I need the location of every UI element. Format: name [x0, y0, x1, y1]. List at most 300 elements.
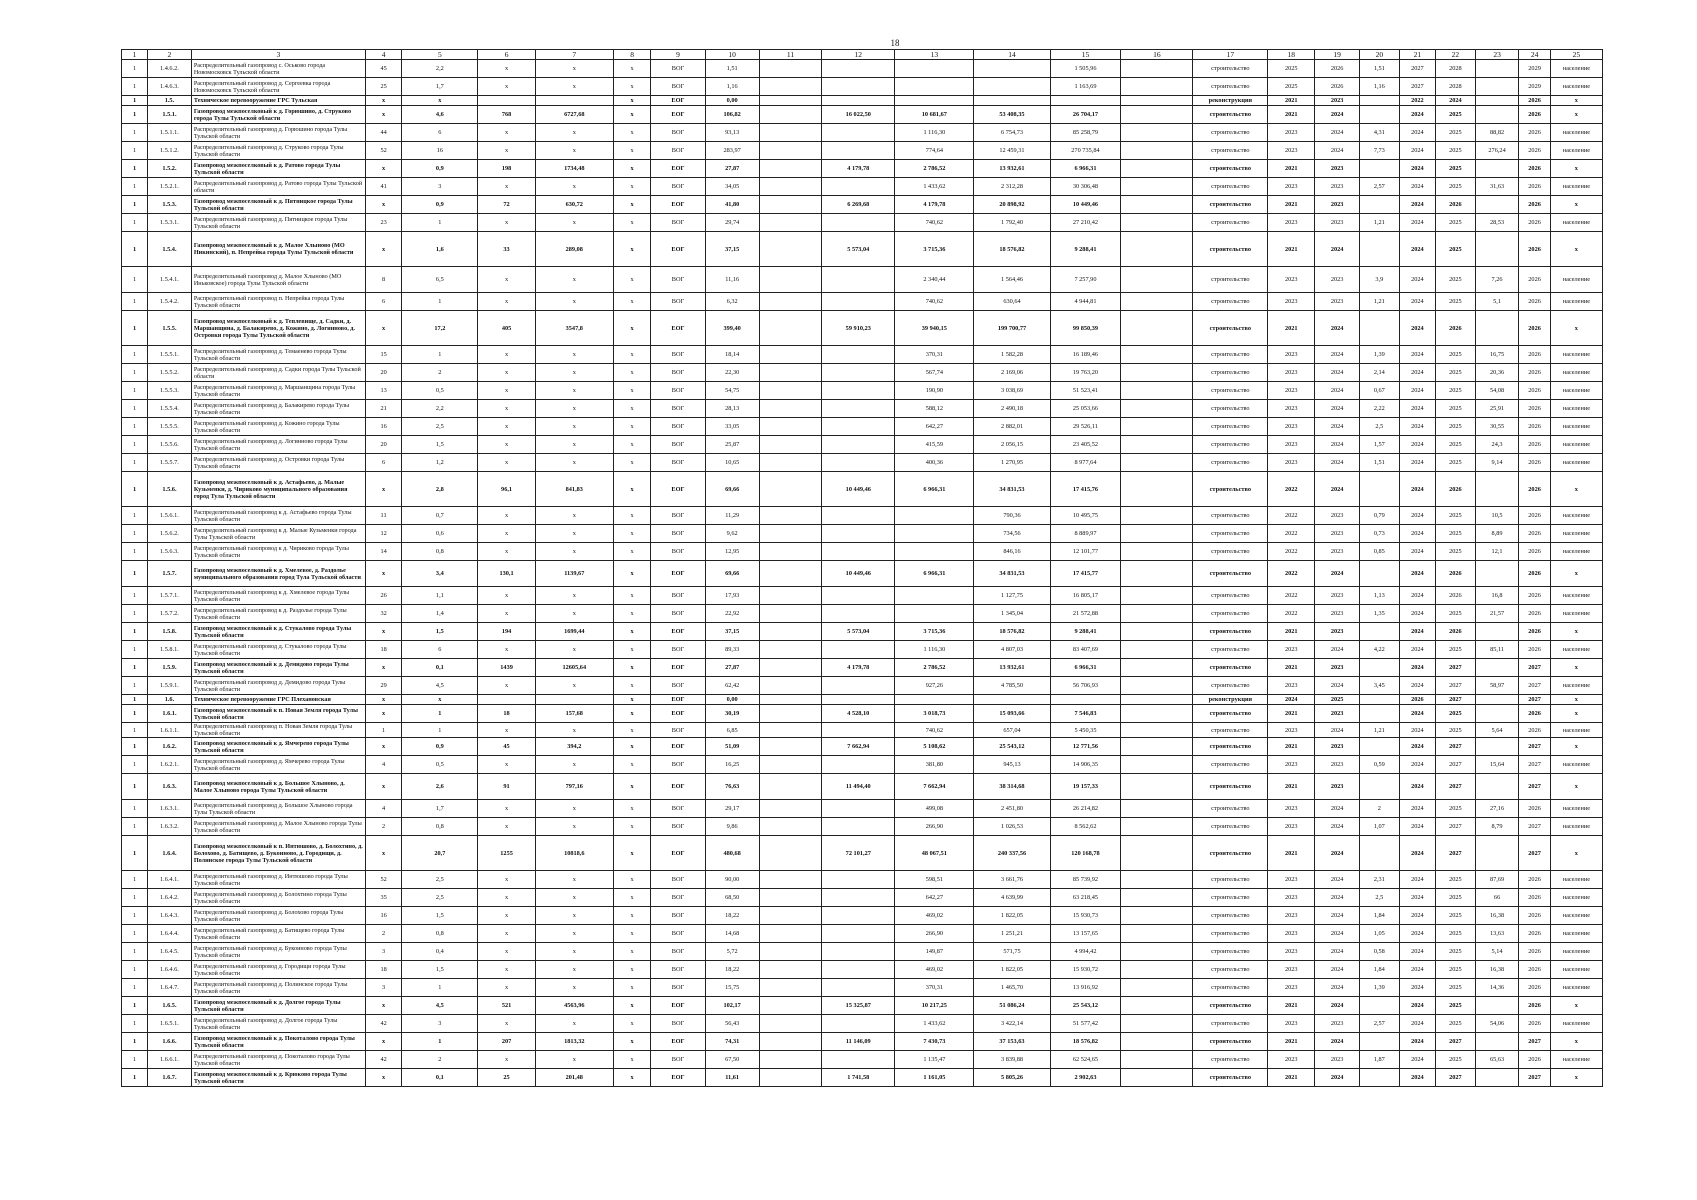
table-cell: 1 — [122, 60, 148, 78]
table-cell: 7 546,83 — [1050, 705, 1121, 723]
table-cell: х — [535, 605, 613, 623]
table-cell: 2023 — [1268, 364, 1315, 382]
table-cell — [822, 436, 895, 454]
table-cell: 480,68 — [705, 836, 759, 871]
table-cell: 12 101,77 — [1050, 543, 1121, 561]
column-header-15: 15 — [1050, 50, 1121, 60]
table-cell: 0,73 — [1360, 525, 1400, 543]
table-cell: 1,4 — [402, 605, 478, 623]
table-cell: 2025 — [1436, 871, 1476, 889]
table-cell: х — [613, 436, 651, 454]
table-row — [122, 889, 1603, 907]
table-cell — [1360, 196, 1400, 214]
object-name-cell: Газопровод межпоселковый к д. Покоталово города Тулы Тульской области — [191, 1033, 365, 1051]
table-cell: 1699,44 — [535, 623, 613, 641]
table-cell — [1121, 907, 1193, 925]
table-cell: 1 — [122, 889, 148, 907]
table-cell: 29,74 — [705, 214, 759, 232]
table-cell: 194 — [478, 623, 535, 641]
table-cell — [1360, 774, 1400, 800]
table-cell: 2026 — [1519, 454, 1550, 472]
table-cell: х — [478, 605, 535, 623]
table-cell: х — [535, 587, 613, 605]
table-cell: население — [1550, 382, 1602, 400]
table-cell: х — [613, 907, 651, 925]
table-cell — [759, 587, 822, 605]
table-cell: 2023 — [1315, 160, 1360, 178]
table-cell: 2024 — [1315, 454, 1360, 472]
table-cell: 1,2 — [402, 454, 478, 472]
table-row — [122, 659, 1603, 677]
table-cell: 2025 — [1436, 605, 1476, 623]
table-cell: 2022 — [1399, 96, 1435, 106]
table-cell: 17,2 — [402, 311, 478, 346]
table-cell: 2023 — [1268, 178, 1315, 196]
table-cell: 2024 — [1315, 641, 1360, 659]
table-row — [122, 1015, 1603, 1033]
table-row — [122, 436, 1603, 454]
table-cell: 38 314,68 — [974, 774, 1050, 800]
table-cell: 2023 — [1268, 142, 1315, 160]
table-cell — [1121, 507, 1193, 525]
table-cell — [759, 525, 822, 543]
table-cell — [895, 695, 974, 705]
table-cell — [1360, 232, 1400, 267]
table-cell: строительство — [1193, 142, 1268, 160]
table-cell: население — [1550, 925, 1602, 943]
table-cell: х — [365, 738, 401, 756]
table-cell: 7 257,90 — [1050, 267, 1121, 293]
object-name-cell: Газопровод межпоселковый к д. Ямчерево города Тулы Тульской области — [191, 738, 365, 756]
table-cell: строительство — [1193, 605, 1268, 623]
table-cell: 1 — [122, 605, 148, 623]
table-cell — [1121, 695, 1193, 705]
table-cell: 2023 — [1268, 818, 1315, 836]
table-cell: 1 — [122, 659, 148, 677]
table-cell: 945,13 — [974, 756, 1050, 774]
table-cell — [1121, 124, 1193, 142]
page-number: 18 — [890, 38, 900, 48]
table-row — [122, 400, 1603, 418]
table-cell: 4 807,03 — [974, 641, 1050, 659]
table-cell: 1 — [122, 756, 148, 774]
table-cell: строительство — [1193, 979, 1268, 997]
table-cell — [1475, 774, 1519, 800]
object-name-cell: Распределительный газопровод д. Садки города Тулы Тульской области — [191, 364, 365, 382]
table-cell: 2026 — [1519, 196, 1550, 214]
table-cell: х — [613, 1051, 651, 1069]
table-cell: 21,57 — [1475, 605, 1519, 623]
table-cell: 29 — [365, 677, 401, 695]
table-cell: 1 — [122, 543, 148, 561]
table-row — [122, 525, 1603, 543]
table-cell — [1360, 106, 1400, 124]
table-cell: 20 — [365, 436, 401, 454]
table-cell: х — [478, 925, 535, 943]
table-cell — [822, 60, 895, 78]
table-cell: 2024 — [1315, 723, 1360, 738]
table-cell: население — [1550, 418, 1602, 436]
table-cell — [822, 382, 895, 400]
table-cell: 1 564,46 — [974, 267, 1050, 293]
table-cell: 2024 — [1399, 178, 1435, 196]
table-cell: 90,00 — [705, 871, 759, 889]
table-cell: 2027 — [1436, 659, 1476, 677]
table-cell: 2026 — [1519, 543, 1550, 561]
table-cell: 1.5.8.1. — [148, 641, 192, 659]
table-cell: 2025 — [1436, 925, 1476, 943]
table-cell: 1.6.2. — [148, 738, 192, 756]
table-cell: 0,9 — [402, 738, 478, 756]
table-cell: х — [535, 267, 613, 293]
table-cell: 2024 — [1399, 142, 1435, 160]
object-name-cell: Распределительный газопровод д. Малое Хлыново города Тулы Тульской области — [191, 818, 365, 836]
table-cell: 2 — [365, 818, 401, 836]
table-cell: 9,86 — [705, 818, 759, 836]
table-cell: х — [478, 293, 535, 311]
table-cell: 1.6.4.3. — [148, 907, 192, 925]
table-cell: х — [613, 756, 651, 774]
table-cell: 33,05 — [705, 418, 759, 436]
table-cell: 0,4 — [402, 943, 478, 961]
table-cell: х — [535, 60, 613, 78]
table-cell: 3 — [402, 178, 478, 196]
table-row — [122, 1033, 1603, 1051]
table-cell: 2024 — [1315, 472, 1360, 507]
table-cell — [1121, 293, 1193, 311]
table-cell: 3,4 — [402, 561, 478, 587]
table-cell: 1.5.5.1. — [148, 346, 192, 364]
table-cell: 1 — [122, 142, 148, 160]
table-cell: 89,33 — [705, 641, 759, 659]
table-cell: х — [535, 124, 613, 142]
table-cell: население — [1550, 1015, 1602, 1033]
table-cell: 157,68 — [535, 705, 613, 723]
table-cell: 2024 — [1399, 454, 1435, 472]
table-cell — [1121, 925, 1193, 943]
table-cell: 2 490,18 — [974, 400, 1050, 418]
table-cell: 2026 — [1519, 623, 1550, 641]
table-cell: 28,53 — [1475, 214, 1519, 232]
table-cell: 2024 — [1315, 142, 1360, 160]
table-cell: 17 415,77 — [1050, 561, 1121, 587]
table-cell: 1 582,28 — [974, 346, 1050, 364]
table-cell: 841,83 — [535, 472, 613, 507]
table-cell: 1 741,58 — [822, 1069, 895, 1087]
table-cell: 2023 — [1268, 889, 1315, 907]
table-cell: 62 524,65 — [1050, 1051, 1121, 1069]
table-cell: 2026 — [1519, 605, 1550, 623]
table-cell: 1.5.6. — [148, 472, 192, 507]
table-cell: 2024 — [1315, 925, 1360, 943]
table-cell: 54,08 — [1475, 382, 1519, 400]
table-cell: 4,31 — [1360, 124, 1400, 142]
table-cell: 2023 — [1268, 677, 1315, 695]
table-cell — [822, 925, 895, 943]
table-cell — [895, 507, 974, 525]
table-cell: 734,56 — [974, 525, 1050, 543]
object-name-cell: Распределительный газопровод п. Новая Земля города Тулы Тульской области — [191, 723, 365, 738]
table-cell: 8 562,62 — [1050, 818, 1121, 836]
table-cell: 1.6.3. — [148, 774, 192, 800]
table-cell: строительство — [1193, 400, 1268, 418]
table-cell: 642,27 — [895, 889, 974, 907]
table-cell: 2025 — [1436, 454, 1476, 472]
table-cell — [1121, 561, 1193, 587]
table-cell: население — [1550, 60, 1602, 78]
table-cell: ЕОГ — [651, 561, 705, 587]
table-cell: население — [1550, 293, 1602, 311]
table-cell — [1475, 561, 1519, 587]
table-cell: строительство — [1193, 454, 1268, 472]
column-header-12: 12 — [822, 50, 895, 60]
table-cell: 53 408,35 — [974, 106, 1050, 124]
table-cell: ВОГ — [651, 756, 705, 774]
table-cell: 2021 — [1268, 96, 1315, 106]
table-cell — [759, 925, 822, 943]
table-cell: 2023 — [1315, 756, 1360, 774]
table-cell: 2023 — [1268, 925, 1315, 943]
table-cell: ЕОГ — [651, 1033, 705, 1051]
table-cell: 1,21 — [1360, 293, 1400, 311]
table-cell: 4 179,78 — [822, 659, 895, 677]
table-cell: 2025 — [1436, 507, 1476, 525]
table-cell: 16,38 — [1475, 961, 1519, 979]
table-cell: 2 — [365, 925, 401, 943]
table-cell: 2,5 — [402, 889, 478, 907]
table-cell — [1360, 96, 1400, 106]
table-cell — [822, 346, 895, 364]
table-cell: х — [1550, 1069, 1602, 1087]
table-cell: 2024 — [1399, 723, 1435, 738]
table-cell: х — [478, 641, 535, 659]
table-cell: 1 — [122, 472, 148, 507]
table-cell — [895, 543, 974, 561]
table-cell: строительство — [1193, 418, 1268, 436]
object-name-cell: Распределительный газопровод п. Непрейка города Тулы Тульской области — [191, 293, 365, 311]
table-cell: х — [1550, 774, 1602, 800]
table-cell: х — [478, 454, 535, 472]
table-cell: 2024 — [1399, 836, 1435, 871]
table-cell: ВОГ — [651, 818, 705, 836]
table-cell — [1360, 695, 1400, 705]
table-cell — [895, 96, 974, 106]
table-cell: 2026 — [1519, 400, 1550, 418]
table-cell: 2024 — [1268, 695, 1315, 705]
table-cell: 630,72 — [535, 196, 613, 214]
table-cell: население — [1550, 178, 1602, 196]
table-cell: х — [613, 78, 651, 96]
table-cell: строительство — [1193, 943, 1268, 961]
table-cell: население — [1550, 800, 1602, 818]
table-cell — [1121, 454, 1193, 472]
table-cell: 25 053,66 — [1050, 400, 1121, 418]
table-cell: 1.5. — [148, 96, 192, 106]
table-cell — [1121, 78, 1193, 96]
table-cell: 2024 — [1399, 1051, 1435, 1069]
table-cell: 1 — [122, 267, 148, 293]
table-row — [122, 818, 1603, 836]
table-cell: х — [535, 454, 613, 472]
table-cell: строительство — [1193, 774, 1268, 800]
table-cell: 7,26 — [1475, 267, 1519, 293]
table-cell: х — [535, 907, 613, 925]
table-cell: 67,50 — [705, 1051, 759, 1069]
table-cell: 21 572,88 — [1050, 605, 1121, 623]
table-cell — [759, 889, 822, 907]
table-cell: 2026 — [1436, 311, 1476, 346]
table-cell — [1121, 723, 1193, 738]
table-cell — [1121, 346, 1193, 364]
table-cell: 0,9 — [402, 160, 478, 178]
table-cell: х — [535, 818, 613, 836]
table-cell: 370,31 — [895, 979, 974, 997]
table-cell: 2024 — [1399, 561, 1435, 587]
table-row — [122, 774, 1603, 800]
table-cell — [759, 507, 822, 525]
table-cell: 5,64 — [1475, 723, 1519, 738]
table-cell: 2025 — [1436, 382, 1476, 400]
table-cell: х — [535, 436, 613, 454]
table-cell: строительство — [1193, 677, 1268, 695]
table-cell: 598,51 — [895, 871, 974, 889]
table-cell: 2026 — [1519, 178, 1550, 196]
table-cell: х — [478, 1015, 535, 1033]
table-cell: строительство — [1193, 60, 1268, 78]
table-cell: 5 573,04 — [822, 232, 895, 267]
table-cell: 4563,96 — [535, 997, 613, 1015]
table-cell: 1 — [402, 705, 478, 723]
table-cell: 1,5 — [402, 961, 478, 979]
table-cell: 1.5.1.2. — [148, 142, 192, 160]
table-cell — [1475, 196, 1519, 214]
table-cell: 2027 — [1519, 695, 1550, 705]
object-name-cell: Техническое перевооружение ГРС Тульская — [191, 96, 365, 106]
table-cell — [759, 756, 822, 774]
table-cell: 9 288,41 — [1050, 232, 1121, 267]
table-cell: 15 930,72 — [1050, 961, 1121, 979]
table-cell: строительство — [1193, 925, 1268, 943]
table-cell: 1 — [122, 943, 148, 961]
table-cell: х — [535, 382, 613, 400]
table-cell: строительство — [1193, 472, 1268, 507]
table-cell: строительство — [1193, 871, 1268, 889]
table-cell: 2025 — [1436, 418, 1476, 436]
table-cell: 2026 — [1519, 925, 1550, 943]
table-cell: 1 — [122, 561, 148, 587]
table-cell: 2024 — [1399, 818, 1435, 836]
column-header-9: 9 — [651, 50, 705, 60]
column-header-16: 16 — [1121, 50, 1193, 60]
table-cell: х — [478, 60, 535, 78]
table-cell — [759, 1069, 822, 1087]
table-cell: 11,61 — [705, 1069, 759, 1087]
table-cell: 2026 — [1519, 723, 1550, 738]
table-cell: х — [402, 695, 478, 705]
column-header-19: 19 — [1315, 50, 1360, 60]
table-cell: 16,38 — [1475, 907, 1519, 925]
table-cell: 0,00 — [705, 695, 759, 705]
table-cell: 2026 — [1519, 705, 1550, 723]
table-cell: 25 543,12 — [974, 738, 1050, 756]
table-cell: 2025 — [1436, 214, 1476, 232]
table-body — [122, 60, 1603, 1087]
table-row — [122, 925, 1603, 943]
table-cell: 3 018,73 — [895, 705, 974, 723]
table-cell — [759, 561, 822, 587]
table-cell: 1 — [402, 979, 478, 997]
table-cell: 2023 — [1315, 605, 1360, 623]
table-row — [122, 961, 1603, 979]
table-cell — [759, 346, 822, 364]
table-cell: 2023 — [1315, 587, 1360, 605]
table-cell: 2027 — [1519, 659, 1550, 677]
table-cell: 2026 — [1519, 364, 1550, 382]
table-cell: 1,6 — [402, 232, 478, 267]
table-cell: 1.5.4.2. — [148, 293, 192, 311]
table-cell: 2024 — [1399, 871, 1435, 889]
table-cell: 2021 — [1268, 106, 1315, 124]
table-cell: 2 — [402, 1051, 478, 1069]
table-cell: 2,14 — [1360, 364, 1400, 382]
table-cell: 48 067,51 — [895, 836, 974, 871]
table-cell: х — [1550, 705, 1602, 723]
table-cell — [822, 695, 895, 705]
table-cell: х — [535, 800, 613, 818]
table-cell: 10 449,46 — [822, 472, 895, 507]
table-cell: 1.4.6.3. — [148, 78, 192, 96]
table-cell: 2026 — [1519, 106, 1550, 124]
table-row — [122, 293, 1603, 311]
table-cell: ВОГ — [651, 418, 705, 436]
table-cell: 10 217,25 — [895, 997, 974, 1015]
table-row — [122, 543, 1603, 561]
object-name-cell: Газопровод межпоселковый к д. Большое Хлыново, д. Малое Хлыново города Тулы Тульской области — [191, 774, 365, 800]
table-cell: 51 086,24 — [974, 997, 1050, 1015]
table-cell: 35 — [365, 889, 401, 907]
table-cell: 630,64 — [974, 293, 1050, 311]
table-cell: 2025 — [1436, 232, 1476, 267]
table-cell: 2 169,06 — [974, 364, 1050, 382]
table-cell: 2028 — [1436, 78, 1476, 96]
table-cell: ВОГ — [651, 454, 705, 472]
table-cell: 2021 — [1268, 738, 1315, 756]
table-cell: ЕОГ — [651, 695, 705, 705]
table-cell: х — [402, 96, 478, 106]
table-cell: х — [365, 106, 401, 124]
table-cell: 3 422,14 — [974, 1015, 1050, 1033]
table-cell: 6,5 — [402, 267, 478, 293]
table-cell — [1360, 705, 1400, 723]
table-cell: 2021 — [1268, 836, 1315, 871]
table-cell: 10818,6 — [535, 836, 613, 871]
table-cell: 2023 — [1315, 96, 1360, 106]
table-cell — [1121, 997, 1193, 1015]
table-cell: реконструкция — [1193, 695, 1268, 705]
table-cell — [759, 293, 822, 311]
table-cell: 740,62 — [895, 214, 974, 232]
table-cell: 2024 — [1399, 907, 1435, 925]
table-cell: 14,36 — [1475, 979, 1519, 997]
table-cell: 2027 — [1519, 677, 1550, 695]
table-cell: строительство — [1193, 311, 1268, 346]
table-cell — [1360, 836, 1400, 871]
table-cell: 1 — [122, 293, 148, 311]
table-cell: 37 153,63 — [974, 1033, 1050, 1051]
object-name-cell: Распределительный газопровод д. Стукалово города Тулы Тульской области — [191, 641, 365, 659]
table-cell — [1121, 142, 1193, 160]
table-cell: 1 — [122, 525, 148, 543]
